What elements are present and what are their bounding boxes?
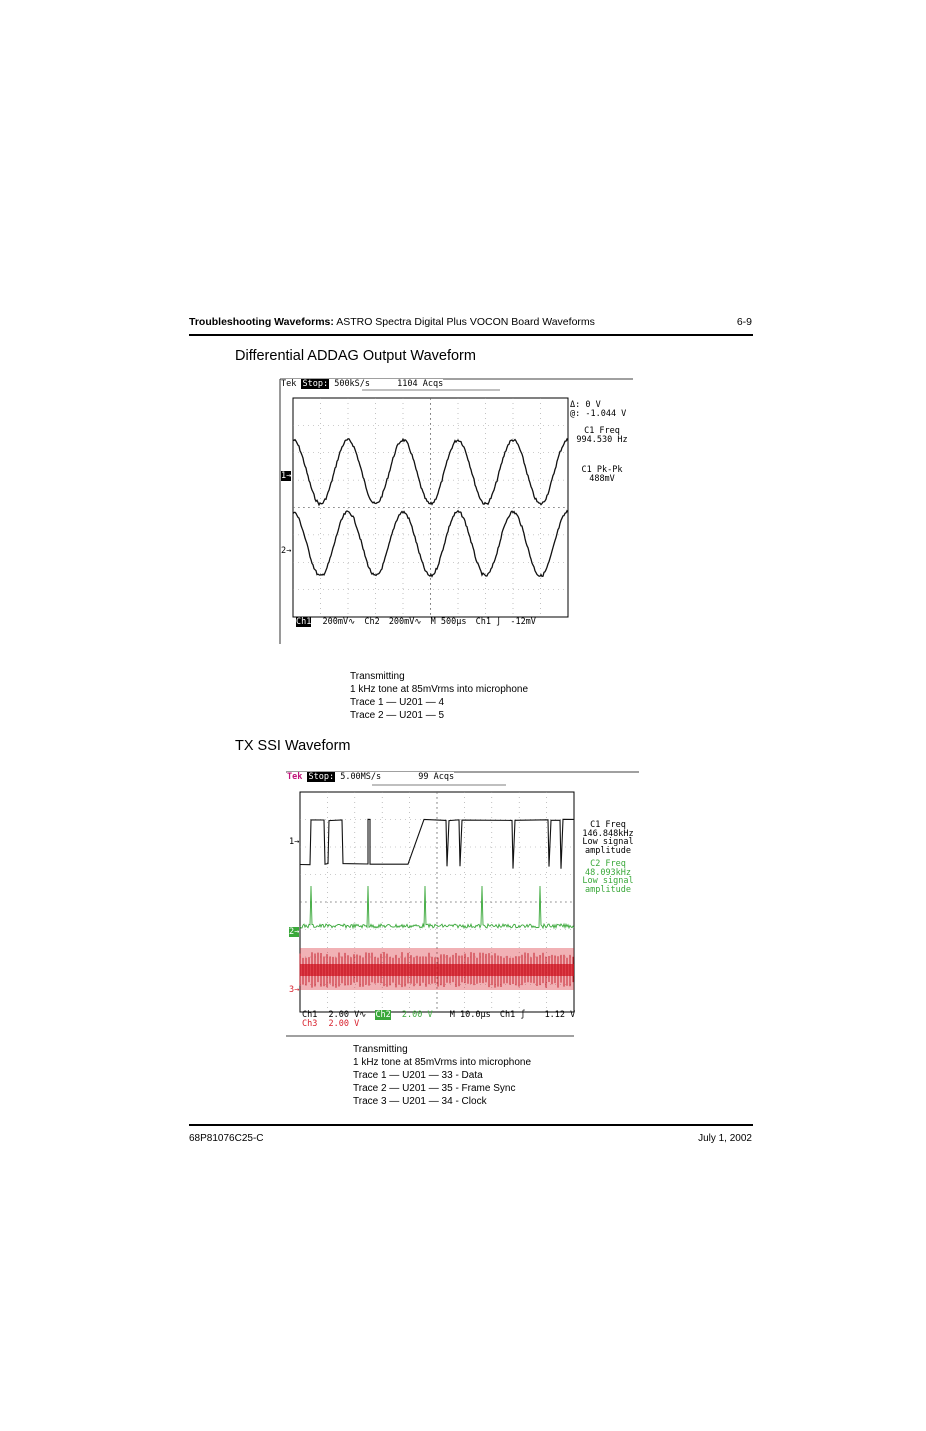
c1-freq-label: C1 Freq <box>590 820 626 830</box>
section2-caption <box>353 1043 531 1108</box>
timebase: M 10.0µs <box>449 1010 491 1020</box>
trigger-level: 1.12 V <box>544 1010 576 1020</box>
acquisitions: 1104 Acqs <box>397 379 444 389</box>
ch1-scale: 2.00 V∿ <box>328 1010 367 1020</box>
section1-heading: Differential ADDAG Output Waveform <box>235 348 476 364</box>
delta-readout: Δ: 0 V <box>570 400 601 410</box>
freq-label: C1 Freq <box>584 426 620 436</box>
freq-value: 994.530 Hz <box>576 435 628 445</box>
scope2-c2-readout <box>578 860 638 894</box>
caption-line: Trace 3 — U201 — 34 - Clock <box>353 1096 487 1107</box>
c2-note: Low signal <box>582 876 634 886</box>
trigger-source: Ch1 ∫ <box>475 617 502 627</box>
trigger-level: -12mV <box>510 617 536 627</box>
c2-note: amplitude <box>584 884 632 895</box>
page-number: 6-9 <box>736 316 752 328</box>
ch1-badge: Ch1 <box>296 617 312 627</box>
ch2-label: Ch2 <box>364 617 380 627</box>
timebase: M 500µs <box>430 617 467 627</box>
caption-line: Trace 1 — U201 — 4 <box>350 697 445 708</box>
footer-date: July 1, 2002 <box>698 1133 752 1144</box>
ch2-scale: 200mV∿ <box>388 617 422 627</box>
scope1-pkpk-readout <box>572 466 632 484</box>
caption-line: Trace 2 — U201 — 35 - Frame Sync <box>353 1083 516 1094</box>
sample-rate: 500kS/s <box>334 379 371 389</box>
ch2-badge: Ch2 <box>375 1010 391 1020</box>
ch3-scale: 2.00 V <box>328 1019 360 1029</box>
at-readout: @: -1.044 V <box>570 409 627 419</box>
ch1-marker: 1→ <box>281 471 292 481</box>
trigger-source: Ch1 ∫ <box>499 1010 526 1020</box>
scope2-c1-readout <box>578 821 638 855</box>
scope2-top-bar <box>287 772 454 782</box>
scope2-bottom-bar <box>302 1011 575 1029</box>
scope1-top-bar <box>281 379 443 389</box>
ssi-scope-screen <box>284 768 644 1040</box>
ch3-marker: 3→ <box>289 985 300 995</box>
ch1-marker: 1→ <box>289 837 300 847</box>
c2-freq-value: 48.093kHz <box>584 867 632 878</box>
ch2-marker: 2→ <box>281 546 292 556</box>
running-header <box>189 316 595 328</box>
stop-badge: Stop: <box>302 379 329 389</box>
section1-caption <box>350 670 528 722</box>
scope1-freq-readout <box>572 427 632 445</box>
caption-line: Trace 2 — U201 — 5 <box>350 710 445 721</box>
c1-freq-value: 146.848kHz <box>582 828 634 839</box>
trace-3-clock-waveform <box>300 948 574 990</box>
ch1-scale: 200mV∿ <box>322 617 356 627</box>
header-title-bold: Troubleshooting Waveforms: <box>189 316 334 328</box>
section2-heading: TX SSI Waveform <box>235 738 351 754</box>
acquisitions: 99 Acqs <box>418 772 455 782</box>
ch2-scale: 2.00 V <box>401 1010 433 1020</box>
pkpk-label: C1 Pk-Pk <box>581 465 623 475</box>
doc-number: 68P81076C25-C <box>189 1133 264 1144</box>
sample-rate: 5.00MS/s <box>340 772 382 782</box>
ch2-marker: 2→ <box>289 927 300 937</box>
header-rule <box>189 334 753 336</box>
scope1-bottom-bar <box>296 617 536 627</box>
tek-label: Tek <box>281 379 297 389</box>
caption-line: Transmitting <box>353 1044 408 1055</box>
scope1-cursor-readout <box>570 401 626 419</box>
stop-badge: Stop: <box>308 772 335 782</box>
caption-line: 1 kHz tone at 85mVrms into microphone <box>353 1057 532 1068</box>
header-title-rest: ASTRO Spectra Digital Plus VOCON Board Waveforms <box>333 316 595 328</box>
caption-line: Trace 1 — U201 — 33 - Data <box>353 1070 483 1081</box>
caption-line: 1 kHz tone at 85mVrms into microphone <box>350 684 529 695</box>
caption-line: Transmitting <box>350 671 405 682</box>
tek-label: Tek <box>287 772 303 782</box>
ch1-label: Ch1 <box>302 1010 318 1020</box>
ch3-label: Ch3 <box>302 1019 318 1029</box>
c2-freq-label: C2 Freq <box>590 859 626 869</box>
c1-note: amplitude <box>584 845 632 856</box>
pkpk-value: 488mV <box>589 474 615 484</box>
c1-note: Low signal <box>582 837 634 847</box>
footer-rule <box>189 1124 753 1126</box>
